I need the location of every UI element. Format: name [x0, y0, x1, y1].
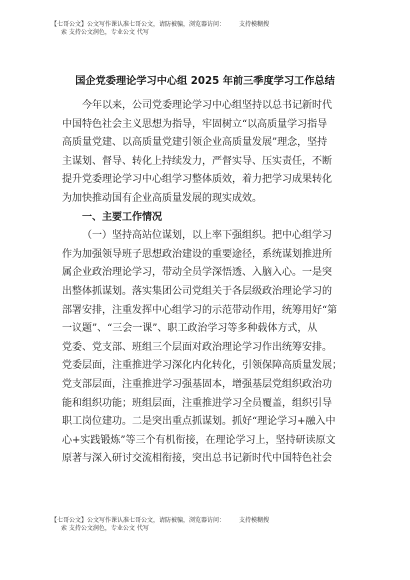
paragraph-line: 高质量党建、以高质量党建引领企业高质量发展”理念，坚持 — [62, 137, 328, 149]
paragraph-line: 主谋划、督导、转化上持续发力，严督实导、压实责任，不断 — [62, 155, 332, 167]
paragraph-line: 党委、党支部、班组三个层面对政治理论学习作出统筹安排。 — [62, 341, 332, 353]
header-banner-line-1-right: 支持模糊搜 — [239, 21, 270, 28]
paragraph-line: （一）坚持高站位谋划，以上率下强组织。把中心组学习 — [82, 230, 332, 242]
paragraph-line: 中国特色社会主义思想为指导，牢固树立“以高质量学习指导 — [62, 118, 328, 130]
paragraph-line: 职工岗位建功。二是突出重点抓谋划。抓好“理论学习+融入中 — [62, 416, 336, 428]
header-banner-line-1-left: 【七哥公文】公文写作课认准七哥公文，请防被骗，浏览器访问： — [51, 21, 226, 28]
section-heading: 一、主要工作情况 — [82, 211, 162, 223]
paragraph-line: 心+实践锻炼”等三个有机衔接，在理论学习上，坚持研读原文 — [62, 434, 336, 446]
footer-banner-line-1 — [0, 517, 410, 525]
paragraph-line: 能和组织功能；班组层面，注重推进学习全员覆盖，组织引导 — [62, 397, 332, 409]
paragraph-line: 今年以来，公司党委理论学习中心组坚持以总书记新时代 — [82, 100, 332, 111]
header-banner-line-2: 索 支持公文润色，专业公文 代写 — [61, 29, 149, 36]
document-title: 国企党委理论学习中心组 2025 年前三季度学习工作总结 — [75, 76, 335, 87]
header-banner — [0, 21, 410, 37]
document-body — [62, 97, 346, 469]
header-banner-line-1 — [0, 21, 410, 29]
paragraph-line: 党支部层面，注重推进学习强基固本，增强基层党组织政治功 — [62, 378, 332, 390]
paragraph-line: 部署安排，注重发挥中心组学习的示范带动作用，统筹用好“第 — [62, 304, 338, 316]
paragraph-line: 为加快推动国有企业高质量发展的现实成效。 — [62, 192, 262, 204]
paragraph-line: 出整体抓谋划。落实集团公司党组关于各层级政治理论学习的 — [62, 285, 332, 297]
footer-banner — [0, 517, 410, 533]
paragraph-line: 原著与深入研讨交流相衔接，突出总书记新时代中国特色社会 — [62, 453, 332, 465]
footer-banner-line-1-right: 支持模糊搜 — [239, 517, 270, 524]
paragraph-line: 提升党委理论学习中心组学习整体质效，着力把学习成果转化 — [62, 174, 332, 186]
paragraph-line: 作为加强领导班子思想政治建设的重要途径，系统谋划推进所 — [62, 248, 332, 260]
paragraph-line: 属企业政治理论学习，带动全员学深悟透、入脑入心。一是突 — [62, 267, 332, 279]
footer-banner-line-1-left: 【七哥公文】公文写作课认准七哥公文，请防被骗，浏览器访问： — [51, 517, 226, 524]
paragraph-line: 党委层面，注重推进学习深化内化转化，引领保障高质量发展； — [62, 360, 342, 372]
paragraph-line: 一议题”、“三会一课”、职工政治学习等多种载体方式，从 — [62, 323, 318, 335]
footer-banner-line-2: 索 支持公文润色，专业公文 代写 — [61, 525, 149, 532]
